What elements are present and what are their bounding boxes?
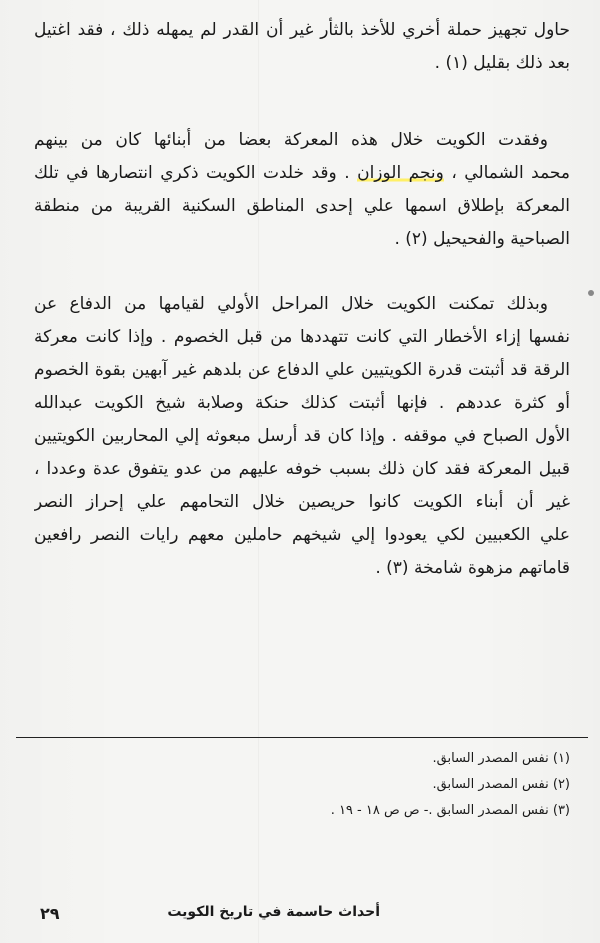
paragraph-1 [34,14,570,80]
running-title: أحداث حاسمة في تاريخ الكويت [167,904,380,920]
paragraph-2-line-4: الصباحية والفحيحيل (٢) . [394,229,570,249]
paragraph-3-line-9: قاماتهم مزهوة شامخة (٣) . [375,558,570,578]
highlighted-name: ونجم الوزان [357,163,444,183]
footnote-separator [16,737,588,738]
paragraph-3 [34,288,570,585]
footnote-2: (٢) نفس المصدر السابق. [432,777,570,792]
paragraph-1-line-2: بعد ذلك بقليل (١) . [434,53,570,73]
page-number: ٢٩ [40,904,60,923]
footnote-3: (٣) نفس المصدر السابق .- ص ص ١٨ - ١٩ . [330,803,570,818]
paragraph-2-line-2-with-highlight: محمد الشمالي ، ونجم الوزان . وقد خلدت الكويت ذكري انتصارها في تلك [34,163,570,183]
paragraph-3-line-3: الرقة قد أثبتت قدرة الكويتيين علي الدفاع عن بلدهم غير آبهين بقوة الخصوم [34,360,570,380]
paragraph-3-line-5: الأول الصباح في موقفه . وإذا كان قد أرسل مبعوثه إلي المحاربين الكويتيين [34,426,570,446]
paragraph-1-line-1: حاول تجهيز حملة أخري للأخذ بالثأر غير أن القدر لم يمهله ذلك ، فقد اغتيل [34,20,570,40]
paragraph-3-line-2: نفسها إزاء الأخطار التي كانت تتهددها من قبل الخصوم . وإذا كانت معركة [34,327,570,347]
paragraph-3-line-4: أو كثرة عددهم . فإنها أثبتت كذلك حنكة وصلابة شيخ الكويت عبدالله [34,393,570,413]
paragraph-2-line-1: وفقدت الكويت خلال هذه المعركة بعضا من أبنائها كان من بينهم [34,130,548,150]
paragraph-2-line-3: المعركة بإطلاق اسمها علي إحدى المناطق السكنية القريبة من منطقة [34,196,570,216]
paragraph-3-line-1: وبذلك تمكنت الكويت خلال المراحل الأولي لقيامها من الدفاع عن [34,294,548,314]
page-footer [30,904,570,928]
footnotes-list [30,746,570,824]
paragraph-3-line-7: غير أن أبناء الكويت كانوا حريصين خلال التحامهم علي إحراز النصر [34,492,570,512]
paragraph-2 [34,124,570,256]
margin-dot-mark [588,290,594,296]
paragraph-3-line-8: علي الكعبيين لكي يعودوا إلي شيخهم حاملين معهم رايات النصر رافعين [34,525,570,545]
footnote-1: (١) نفس المصدر السابق. [432,751,570,766]
paragraph-3-line-6: قبيل المعركة فقد كان ذلك بسبب خوفه عليهم من عدو يتفوق عدة وعددا ، [34,459,570,479]
